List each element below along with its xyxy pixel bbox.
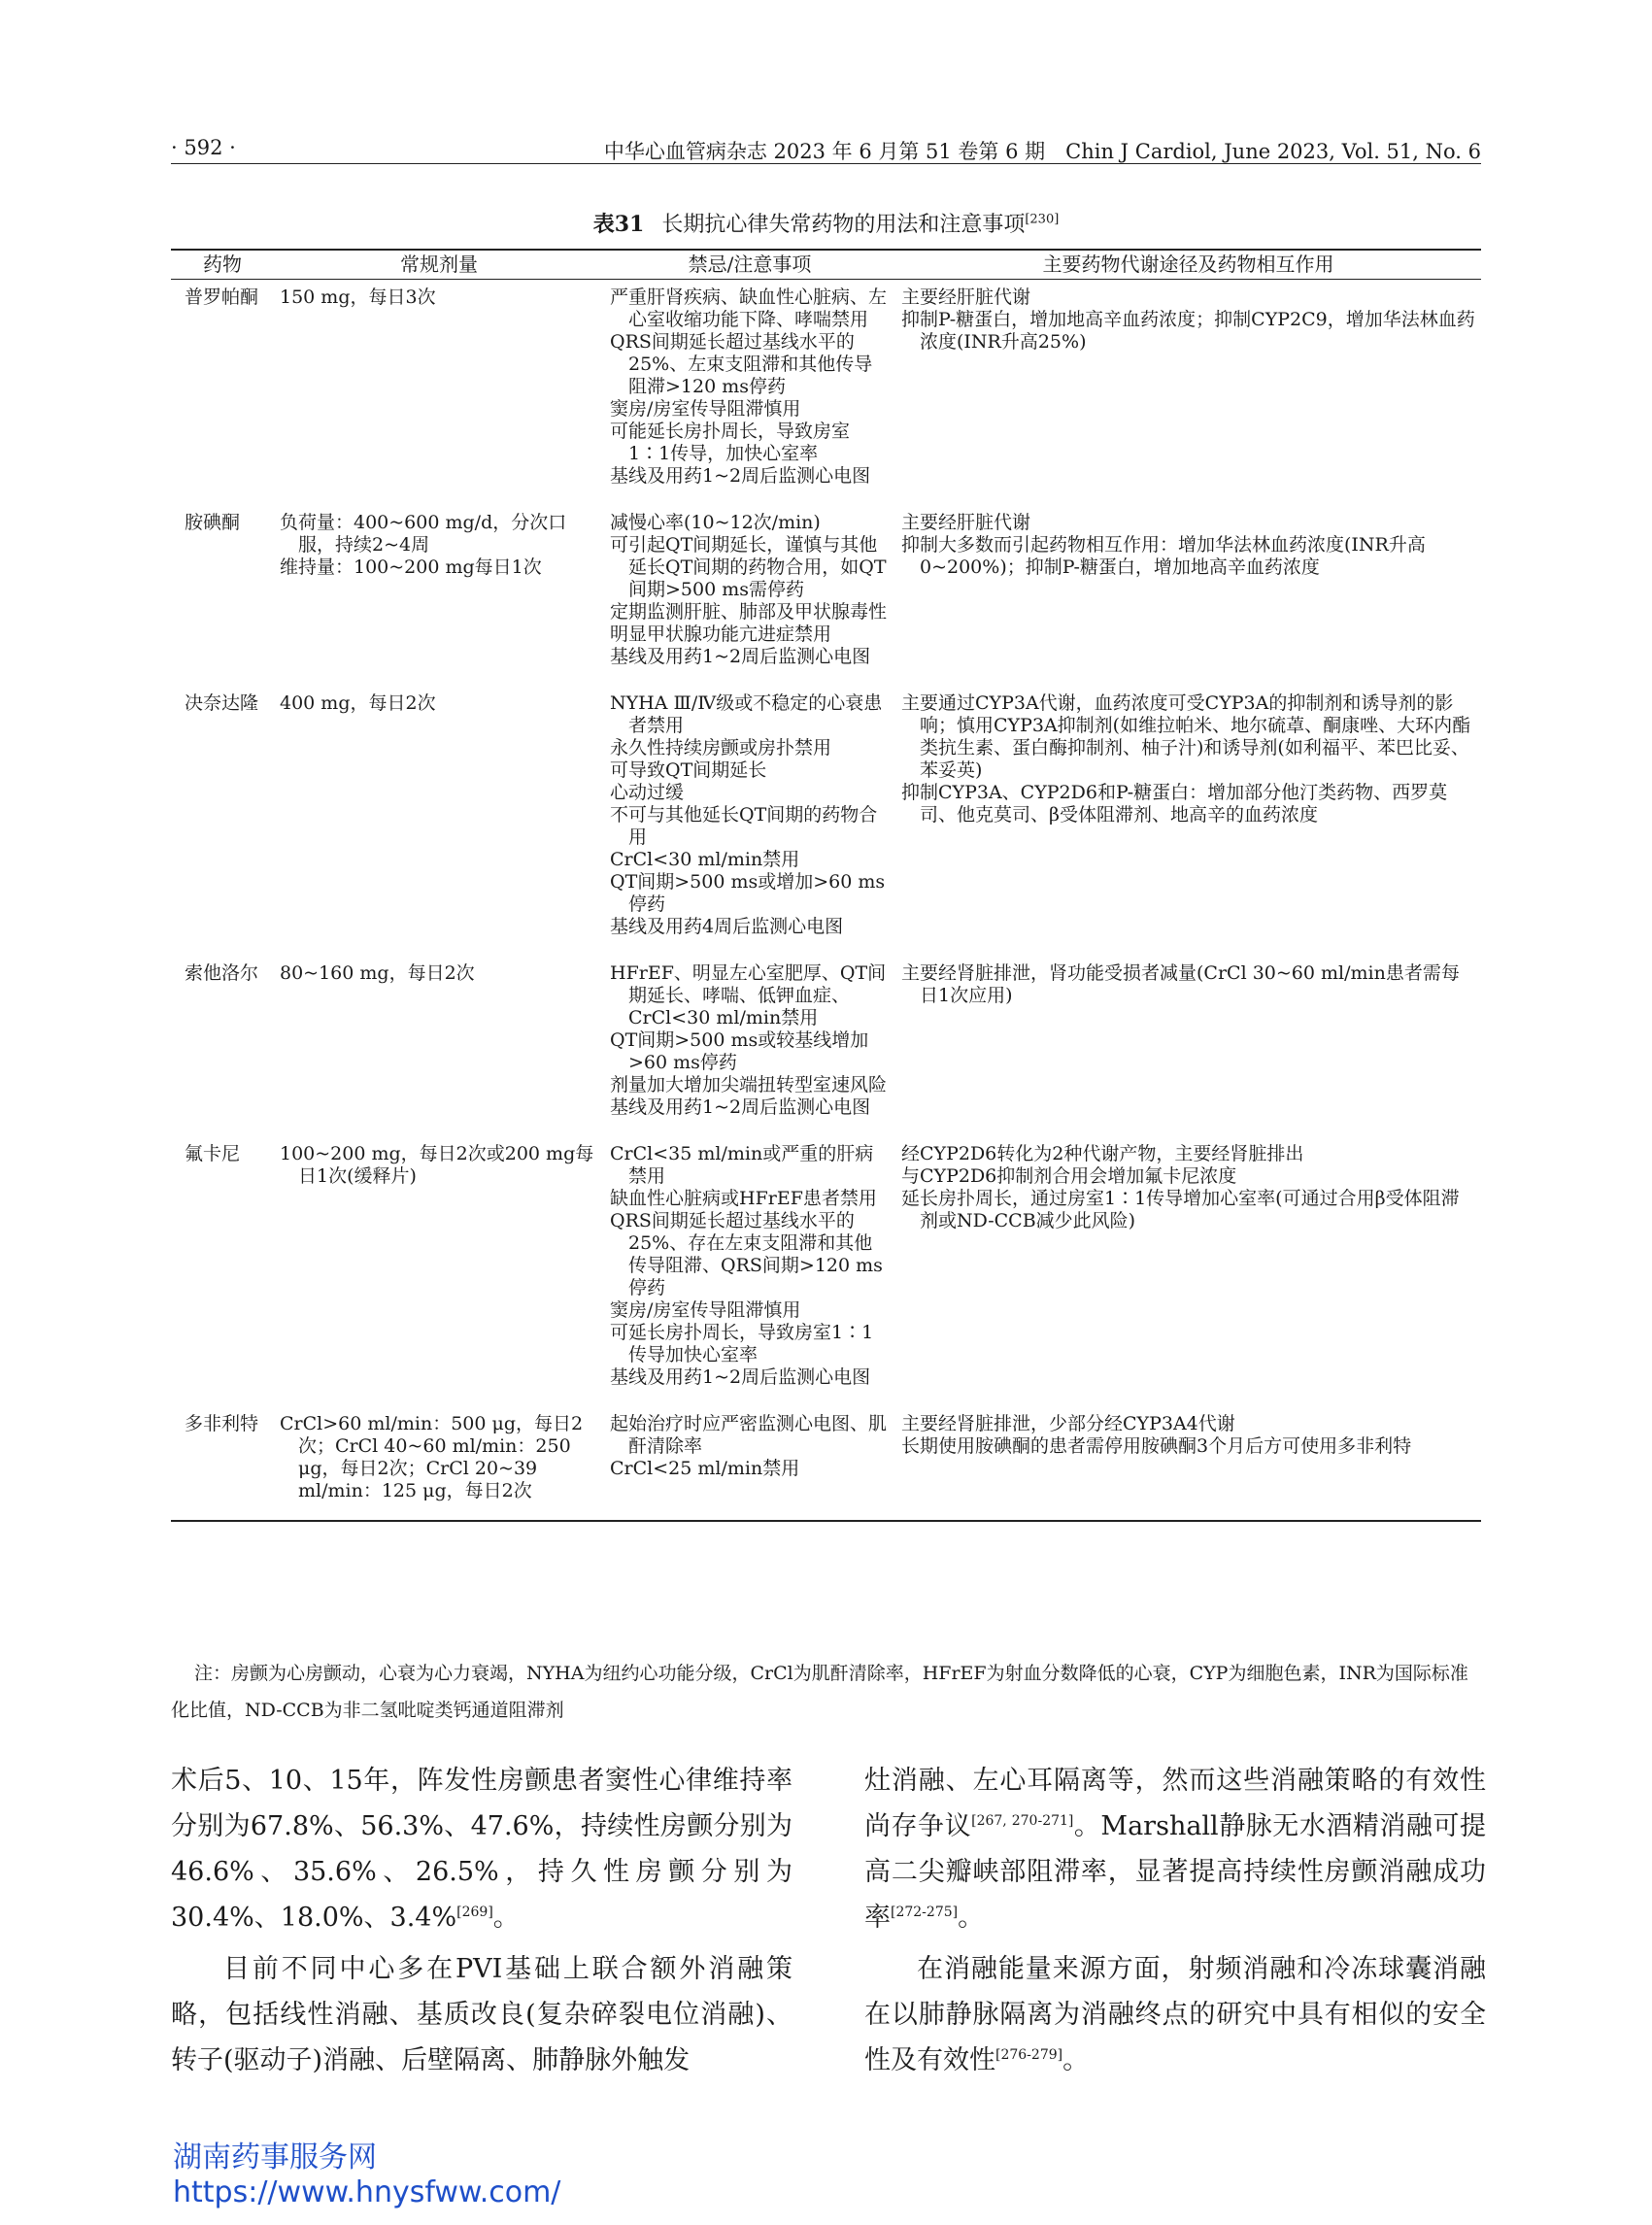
body-paragraph: 目前不同中心多在PVI基础上联合额外消融策略，包括线性消融、基质改良(复杂碎裂电位消融)、转子(驱动子)消融、后壁隔离、肺静脉外触发 bbox=[171, 1954, 792, 2075]
caution-line: 心动过缓 bbox=[610, 782, 685, 803]
col-header-cautions: 禁忌/注意事项 bbox=[604, 250, 895, 280]
caution-line: 严重肝肾疾病、缺血性心脏病、左心室收缩功能下降、哮喘禁用 bbox=[610, 287, 888, 330]
caution-line: QRS间期延长超过基线水平的25%、存在左束支阻滞和其他传导阻滞、QRS间期>120 ms停药 bbox=[610, 1210, 883, 1298]
metabolism-cell bbox=[895, 505, 1481, 686]
dose-line: 维持量：100~200 mg每日1次 bbox=[280, 556, 542, 578]
caution-line: 可导致QT间期延长 bbox=[610, 759, 767, 781]
citation: [267, 270-271] bbox=[971, 1813, 1074, 1829]
caution-line: 可引起QT间期延长，谨慎与其他延长QT间期的药物合用，如QT间期>500 ms需停药 bbox=[610, 534, 887, 600]
caution-line: 可延长房扑周长，导致房室1∶1传导加快心室率 bbox=[610, 1322, 874, 1365]
metabolism-line: 主要经肾脏排泄，肾功能受损者减量(CrCl 30~60 ml/min患者需每日1次应用) bbox=[901, 962, 1460, 1006]
drug-cell: 多非利特 bbox=[171, 1406, 274, 1521]
header-rule bbox=[171, 163, 1481, 164]
table-header-row bbox=[171, 250, 1481, 280]
metabolism-cell bbox=[895, 686, 1481, 956]
caution-line: 基线及用药1~2周后监测心电图 bbox=[610, 1366, 871, 1388]
body-paragraph: 在消融能量来源方面，射频消融和冷冻球囊消融在以肺静脉隔离为消融终点的研究中具有相似的安全性及有效性[276-279]。 bbox=[864, 1954, 1486, 2075]
metabolism-line: 主要经肝脏代谢 bbox=[901, 287, 1031, 308]
dose-cell bbox=[274, 280, 604, 506]
caution-line: 明显甲状腺功能亢进症禁用 bbox=[610, 624, 832, 645]
watermark-site-name: 湖南药事服务网 bbox=[173, 2141, 377, 2174]
citation: [272-275] bbox=[891, 1905, 959, 1920]
body-paragraph: 灶消融、左心耳隔离等，然而这些消融策略的有效性尚存争议[267, 270-271]。Marshall静脉无水酒精消融可提高二尖瓣峡部阻滞率，显著提高持续性房颤消融成功率[272-275]。 bbox=[864, 1766, 1486, 1933]
table-row bbox=[171, 686, 1481, 956]
metabolism-line: 主要通过CYP3A代谢，血药浓度可受CYP3A的抑制剂和诱导剂的影响；慎用CYP3A抑制剂(如维拉帕米、地尔硫䓬、酮康唑、大环内酯类抗生素、蛋白酶抑制剂、柚子汁)和诱导剂(如利福平、苯巴比妥、苯妥英) bbox=[901, 692, 1471, 781]
metabolism-cell bbox=[895, 280, 1481, 506]
journal-title: 中华心血管病杂志 2023 年 6 月第 51 卷第 6 期 Chin J Cardiol, June 2023, Vol. 51, No. 6 bbox=[603, 140, 1481, 163]
metabolism-line: 延长房扑周长，通过房室1∶1传导增加心室率(可通过合用β受体阻滞剂或ND-CCB减少此风险) bbox=[901, 1188, 1460, 1231]
dose-cell bbox=[274, 956, 604, 1136]
caution-line: CrCl<30 ml/min禁用 bbox=[610, 849, 800, 870]
cautions-cell bbox=[604, 686, 895, 956]
drug-cell: 索他洛尔 bbox=[185, 962, 259, 984]
metabolism-line: 抑制CYP3A、CYP2D6和P-糖蛋白：增加部分他汀类药物、西罗莫司、他克莫司、β受体阻滞剂、地高辛的血药浓度 bbox=[901, 782, 1448, 826]
caution-line: CrCl<25 ml/min禁用 bbox=[610, 1458, 800, 1479]
drug-cell: 决奈达隆 bbox=[185, 692, 259, 714]
dose-line: 400 mg，每日2次 bbox=[280, 692, 436, 714]
cautions-cell bbox=[604, 505, 895, 686]
caution-line: QT间期>500 ms或增加>60 ms停药 bbox=[610, 871, 886, 915]
table-row bbox=[171, 1406, 1481, 1521]
cautions-cell bbox=[604, 280, 895, 506]
caution-line: 缺血性心脏病或HFrEF患者禁用 bbox=[610, 1188, 877, 1209]
metabolism-line: 主要经肾脏排泄，少部分经CYP3A4代谢 bbox=[901, 1413, 1235, 1434]
caution-line: 基线及用药1~2周后监测心电图 bbox=[610, 646, 871, 667]
caution-line: 减慢心率(10~12次/min) bbox=[610, 512, 821, 533]
caution-line: 窦房/房室传导阻滞慎用 bbox=[610, 398, 801, 420]
drug-cell: 氟卡尼 bbox=[185, 1143, 241, 1164]
caution-line: 定期监测肝脏、肺部及甲状腺毒性 bbox=[610, 601, 888, 623]
running-header bbox=[171, 132, 1481, 167]
caution-line: 永久性持续房颤或房扑禁用 bbox=[610, 737, 832, 759]
dose-cell bbox=[274, 1136, 604, 1406]
caution-line: 可能延长房扑周长，导致房室1∶1传导，加快心室率 bbox=[610, 421, 851, 464]
cautions-cell bbox=[604, 956, 895, 1136]
caution-line: 窦房/房室传导阻滞慎用 bbox=[610, 1299, 801, 1321]
caution-line: 剂量加大增加尖端扭转型室速风险 bbox=[610, 1074, 888, 1096]
body-right-column bbox=[864, 1758, 1486, 2089]
dose-line: 150 mg，每日3次 bbox=[280, 287, 436, 308]
caution-line: QT间期>500 ms或较基线增加>60 ms停药 bbox=[610, 1029, 869, 1073]
table-row bbox=[171, 956, 1481, 1136]
page-number: · 592 · bbox=[171, 136, 236, 159]
caution-line: 基线及用药1~2周后监测心电图 bbox=[610, 1096, 871, 1118]
metabolism-line: 抑制P-糖蛋白，增加地高辛血药浓度；抑制CYP2C9，增加华法林血药浓度(INR升高25%) bbox=[901, 309, 1475, 353]
watermark bbox=[173, 2141, 560, 2210]
metabolism-line: 主要经肝脏代谢 bbox=[901, 512, 1031, 533]
dose-line: 100~200 mg，每日2次或200 mg每日1次(缓释片) bbox=[280, 1143, 594, 1187]
metabolism-cell bbox=[895, 1406, 1481, 1521]
drug-cell: 普罗帕酮 bbox=[185, 287, 259, 308]
table-caption bbox=[171, 208, 1481, 238]
col-header-drug: 药物 bbox=[171, 250, 274, 280]
drug-cell: 胺碘酮 bbox=[185, 512, 241, 533]
dose-line: 负荷量：400~600 mg/d，分次口服，持续2~4周 bbox=[280, 512, 567, 556]
caution-line: 不可与其他延长QT间期的药物合用 bbox=[610, 804, 878, 848]
watermark-url[interactable]: https://www.hnysfww.com/ bbox=[173, 2175, 561, 2209]
body-left-column bbox=[171, 1758, 792, 2089]
caution-line: 基线及用药4周后监测心电图 bbox=[610, 916, 844, 937]
metabolism-line: 与CYP2D6抑制剂合用会增加氟卡尼浓度 bbox=[901, 1165, 1237, 1187]
metabolism-cell bbox=[895, 1136, 1481, 1406]
col-header-metabolism: 主要药物代谢途径及药物相互作用 bbox=[895, 250, 1481, 280]
table-row bbox=[171, 1136, 1481, 1406]
caution-line: NYHA Ⅲ/Ⅳ级或不稳定的心衰患者禁用 bbox=[610, 692, 883, 736]
table-row bbox=[171, 505, 1481, 686]
metabolism-cell bbox=[895, 956, 1481, 1136]
dose-cell bbox=[274, 686, 604, 956]
metabolism-line: 抑制大多数而引起药物相互作用：增加华法林血药浓度(INR升高0~200%)；抑制P-糖蛋白，增加地高辛血药浓度 bbox=[901, 534, 1426, 578]
citation: [276-279] bbox=[995, 2047, 1063, 2063]
table-title: 长期抗心律失常药物的用法和注意事项 bbox=[661, 213, 1026, 237]
caution-line: CrCl<35 ml/min或严重的肝病禁用 bbox=[610, 1143, 874, 1187]
citation: [269] bbox=[456, 1905, 493, 1920]
table-number: 表31 bbox=[592, 212, 645, 237]
metabolism-line: 长期使用胺碘酮的患者需停用胺碘酮3个月后方可使用多非利特 bbox=[901, 1435, 1412, 1457]
table-note: 注：房颤为心房颤动，心衰为心力衰竭，NYHA为纽约心功能分级，CrCl为肌酐清除率，HFrEF为射血分数降低的心衰，CYP为细胞色素，INR为国际标准化比值，ND-CCB为非二氢吡啶类钙通道阻滞剂 bbox=[171, 1663, 1468, 1721]
cautions-cell bbox=[604, 1406, 895, 1521]
caution-line: 基线及用药1~2周后监测心电图 bbox=[610, 465, 871, 487]
table-ref: [230] bbox=[1025, 212, 1060, 227]
drug-table bbox=[171, 249, 1481, 1522]
caution-line: 起始治疗时应严密监测心电图、肌酐清除率 bbox=[610, 1413, 888, 1457]
dose-line: CrCl>60 ml/min：500 μg，每日2次；CrCl 40~60 ml/min：250 μg，每日2次；CrCl 20~39 ml/min：125 μg，每日2次 bbox=[280, 1413, 584, 1501]
dose-cell bbox=[274, 505, 604, 686]
body-paragraph: 术后5、10、15年，阵发性房颤患者窦性心律维持率分别为67.8%、56.3%、47.6%，持续性房颤分别为46.6%、35.6%、26.5%，持久性房颤分别为30.4%、18.0%、3.4%[269]。 bbox=[171, 1766, 792, 1933]
caution-line: QRS间期延长超过基线水平的25%、左束支阻滞和其他传导阻滞>120 ms停药 bbox=[610, 331, 873, 397]
col-header-dose: 常规剂量 bbox=[274, 250, 604, 280]
table-row bbox=[171, 280, 1481, 506]
dose-line: 80~160 mg，每日2次 bbox=[280, 962, 475, 984]
cautions-cell bbox=[604, 1136, 895, 1406]
caution-line: HFrEF、明显左心室肥厚、QT间期延长、哮喘、低钾血症、CrCl<30 ml/min禁用 bbox=[610, 962, 887, 1028]
dose-cell bbox=[274, 1406, 604, 1521]
metabolism-line: 经CYP2D6转化为2种代谢产物，主要经肾脏排出 bbox=[901, 1143, 1304, 1164]
